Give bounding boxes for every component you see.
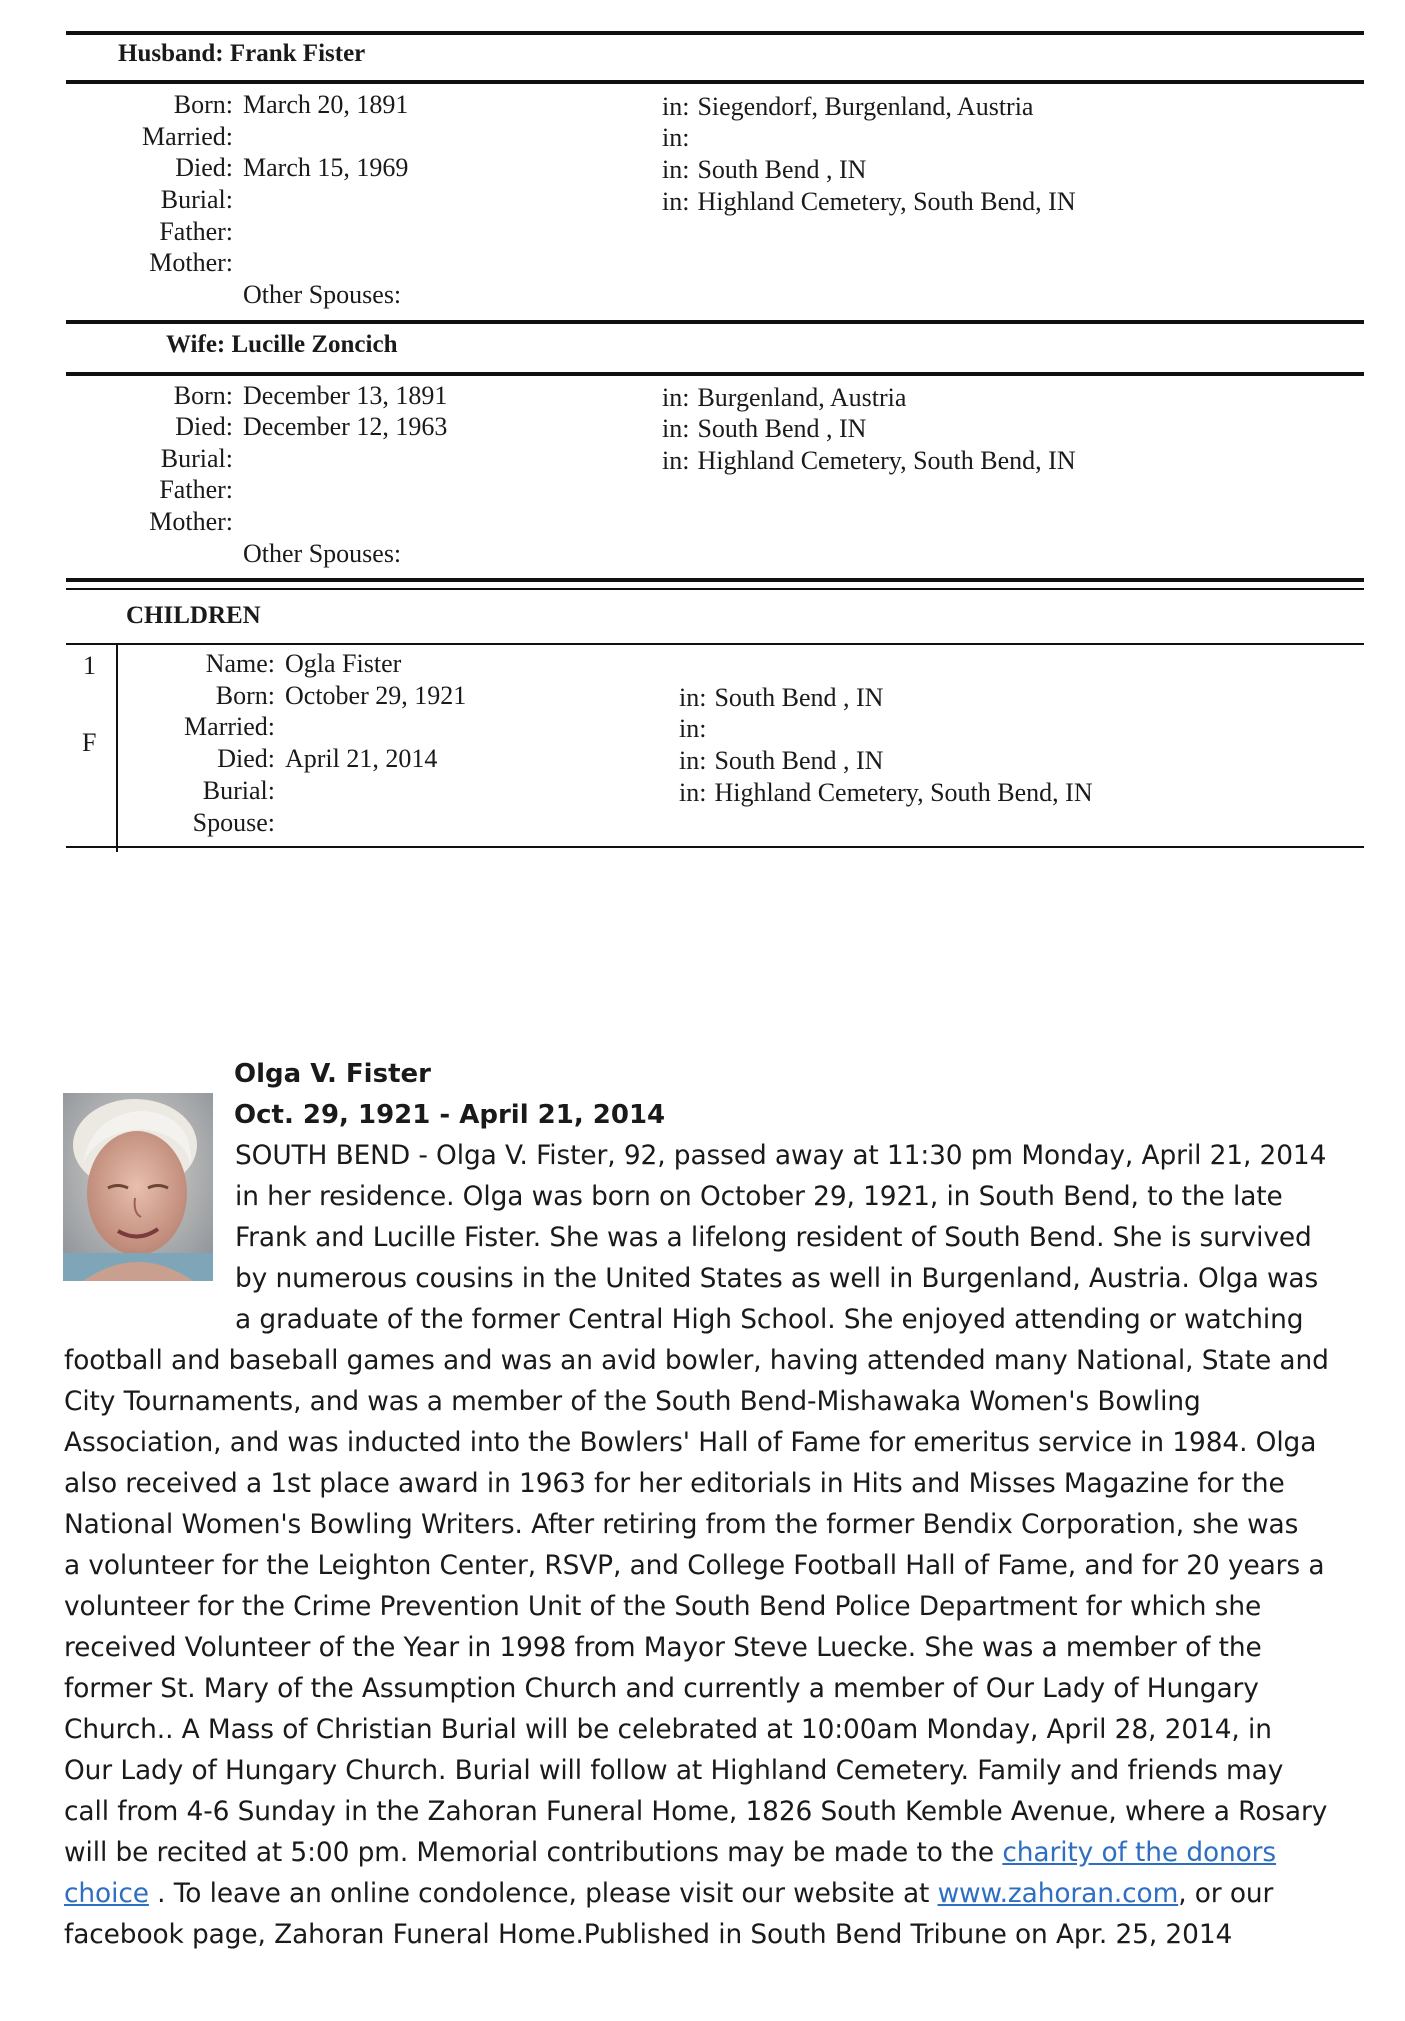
child-name-label: Name: (205, 649, 275, 678)
obituary-line: SOUTH BEND - Olga V. Fister, 92, passed away at 11:30 pm Monday, April 21, 2014 (235, 1140, 1327, 1171)
husband-died-label: Died: (175, 153, 233, 182)
obituary-line: Our Lady of Hungary Church. Burial will follow at Highland Cemetery. Family and friends may (64, 1755, 1284, 1786)
husband-mother-label: Mother: (149, 248, 233, 277)
wife-born-place: in: Burgenland, Austria (662, 383, 907, 412)
wife-father-label: Father: (159, 475, 233, 504)
top-rule (66, 31, 1364, 35)
wife-mother-label: Mother: (149, 507, 233, 536)
charity-link[interactable]: charity of the donors (1002, 1837, 1277, 1868)
child-sex: F (82, 728, 97, 757)
wife-born-date: December 13, 1891 (243, 381, 448, 410)
obituary-line: a graduate of the former Central High School. She enjoyed attending or watching (235, 1304, 1304, 1335)
husband-other-spouses-label: Other Spouses: (243, 280, 402, 309)
wife-burial-place: in: Highland Cemetery, South Bend, IN (662, 446, 1076, 475)
child-died-label: Died: (217, 744, 275, 773)
wife-name: Lucille Zoncich (231, 331, 398, 358)
wife-top-rule (66, 320, 1364, 324)
obituary-line: a volunteer for the Leighton Center, RSVP, and College Football Hall of Fame, and for 20 years a (64, 1550, 1325, 1581)
obituary-line-website: choice . To leave an online condolence, please visit our website at www.zahoran.com, or our (64, 1878, 1274, 1909)
husband-heading-label: Husband: (118, 40, 224, 67)
child-born-date: October 29, 1921 (285, 681, 467, 710)
wife-died-place: in: South Bend , IN (662, 414, 867, 443)
obituary-line: facebook page, Zahoran Funeral Home.Published in South Bend Tribune on Apr. 25, 2014 (64, 1919, 1233, 1950)
husband-married-label: Married: (142, 122, 233, 151)
obituary-line-charity: will be recited at 5:00 pm. Memorial contributions may be made to the charity of the donors (64, 1837, 1277, 1868)
husband-burial-label: Burial: (160, 185, 233, 214)
husband-father-label: Father: (159, 217, 233, 246)
obituary-body (64, 1135, 1364, 1955)
child-married-label: Married: (184, 712, 275, 741)
child-spouse-label: Spouse: (192, 808, 275, 837)
wife-burial-label: Burial: (160, 444, 233, 473)
husband-burial-place: in: Highland Cemetery, South Bend, IN (662, 187, 1076, 216)
obituary-line: Association, and was inducted into the Bowlers' Hall of Fame for emeritus service in 1984. Olga (64, 1427, 1317, 1458)
obituary-line: in her residence. Olga was born on October 29, 1921, in South Bend, to the late (235, 1181, 1283, 1212)
husband-married-place: in: (662, 123, 690, 152)
obituary-line: also received a 1st place award in 1963 for her editorials in Hits and Misses Magazine for the (64, 1468, 1285, 1499)
husband-died-date: March 15, 1969 (243, 153, 409, 182)
children-rule-2 (66, 588, 1364, 590)
obituary-dates: Oct. 29, 1921 - April 21, 2014 (234, 1100, 666, 1130)
wife-born-label: Born: (173, 381, 233, 410)
wife-rule (66, 372, 1364, 376)
child-burial-place: in: Highland Cemetery, South Bend, IN (679, 778, 1093, 807)
child-burial-label: Burial: (202, 776, 275, 805)
husband-born-date: March 20, 1891 (243, 90, 409, 119)
obituary-line: received Volunteer of the Year in 1998 from Mayor Steve Luecke. She was a member of the (64, 1632, 1262, 1663)
wife-died-date: December 12, 1963 (243, 412, 448, 441)
husband-born-label: Born: (173, 90, 233, 119)
children-bottom-rule (66, 846, 1364, 848)
website-link[interactable]: www.zahoran.com (937, 1878, 1179, 1909)
obituary-name: Olga V. Fister (234, 1059, 431, 1089)
wife-died-label: Died: (175, 412, 233, 441)
wife-heading (166, 331, 397, 359)
obituary-line: City Tournaments, and was a member of the South Bend-Mishawaka Women's Bowling (64, 1386, 1201, 1417)
husband-rule (66, 80, 1364, 84)
wife-heading-label: Wife: (166, 331, 226, 358)
child-died-place: in: South Bend , IN (679, 746, 884, 775)
child-died-date: April 21, 2014 (285, 744, 438, 773)
children-header-rule (66, 643, 1364, 645)
charity-link-continued[interactable]: choice (64, 1878, 149, 1909)
husband-name: Frank Fister (229, 40, 366, 67)
child-born-place: in: South Bend , IN (679, 683, 884, 712)
husband-born-place: in: Siegendorf, Burgenland, Austria (662, 92, 1034, 121)
children-rule-1 (66, 578, 1364, 582)
obituary-line: football and baseball games and was an avid bowler, having attended many National, State and (64, 1345, 1329, 1376)
obituary-line: call from 4-6 Sunday in the Zahoran Funeral Home, 1826 South Kemble Avenue, where a Rosary (64, 1796, 1328, 1827)
obituary-line: Frank and Lucille Fister. She was a lifelong resident of South Bend. She is survived (235, 1222, 1312, 1253)
obituary-line: volunteer for the Crime Prevention Unit of the South Bend Police Department for which she (64, 1591, 1262, 1622)
children-column-divider (116, 645, 118, 852)
children-heading: CHILDREN (126, 602, 261, 629)
obituary-line: by numerous cousins in the United States as well in Burgenland, Austria. Olga was (235, 1263, 1319, 1294)
husband-heading (118, 40, 365, 68)
obituary-line: former St. Mary of the Assumption Church and currently a member of Our Lady of Hungary (64, 1673, 1259, 1704)
child-number: 1 (83, 651, 96, 680)
husband-died-place: in: South Bend , IN (662, 155, 867, 184)
obituary-line: Church.. A Mass of Christian Burial will be celebrated at 10:00am Monday, April 28, 2014, in (64, 1714, 1272, 1745)
child-married-place: in: (679, 714, 707, 743)
child-born-label: Born: (215, 681, 275, 710)
obituary-line: National Women's Bowling Writers. After retiring from the former Bendix Corporation, she was (64, 1509, 1299, 1540)
wife-other-spouses-label: Other Spouses: (243, 539, 402, 568)
child-name: Ogla Fister (285, 649, 402, 678)
